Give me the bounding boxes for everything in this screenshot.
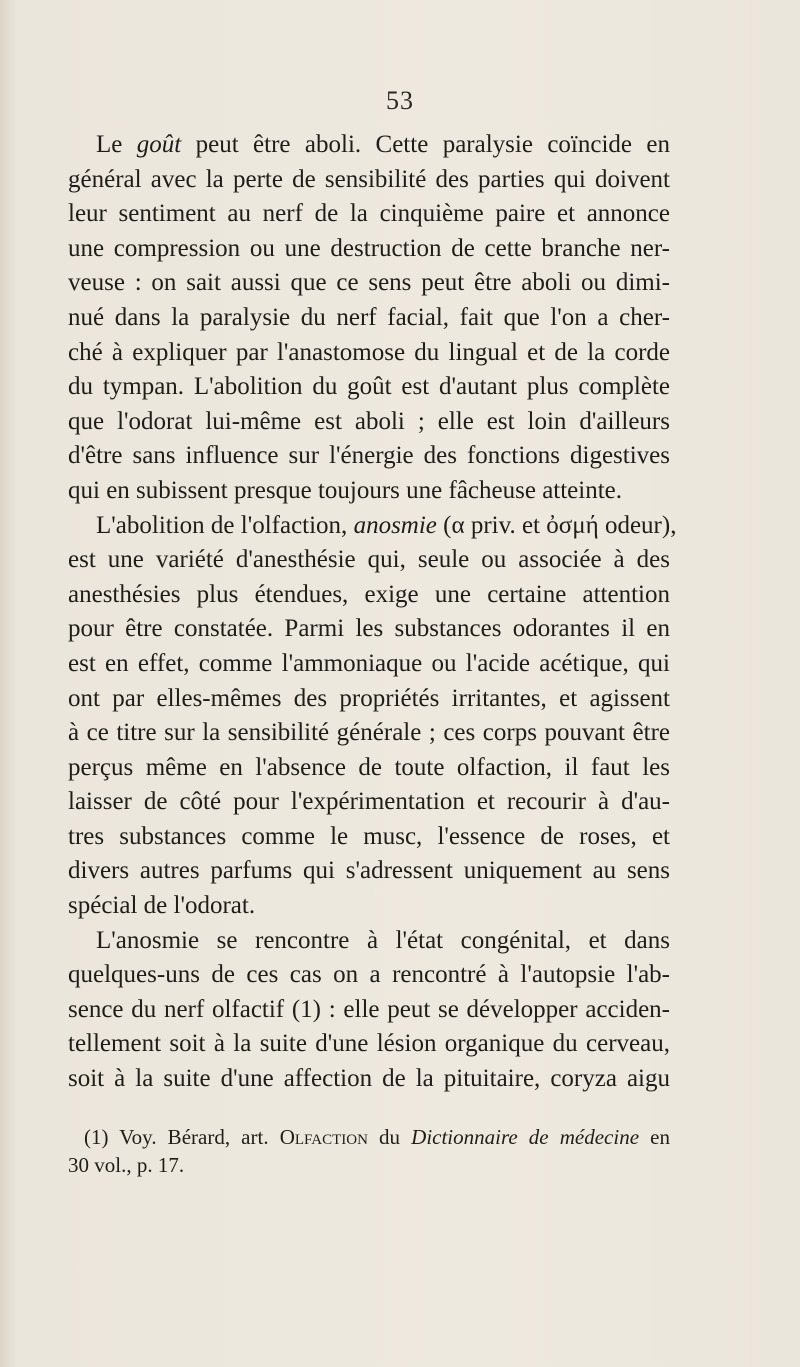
text-line: laisser de côté pour l'expérimentation et recourir à d'au- (68, 788, 670, 816)
text-line: à ce titre sur la sensibilité générale ; ces corps pouvant être (68, 719, 670, 747)
text-line: sence du nerf olfactif (1) : elle peut se développer acciden- (68, 995, 670, 1023)
text-line: que l'odorat lui-même est aboli ; elle est loin d'ailleurs (68, 407, 670, 435)
text-line: ché à expliquer par l'anastomose du lingual et de la corde (68, 338, 670, 366)
text-line: veuse : on sait aussi que ce sens peut être aboli ou dimi- (68, 269, 670, 297)
text-line: qui en subissent presque toujours une fâcheuse atteinte. (68, 476, 623, 504)
text-line: une compression ou une destruction de cette branche ner- (68, 234, 670, 262)
footnote-line: 30 vol., p. 17. (68, 1153, 185, 1177)
text-line: tres substances comme le musc, l'essence de roses, et (68, 822, 670, 850)
text-line: soit à la suite d'une affection de la pituitaire, coryza aigu (68, 1065, 670, 1093)
text-line: est une variété d'anesthésie qui, seule ou associée à des (68, 546, 670, 574)
text-line: d'être sans influence sur l'énergie des fonctions digestives (68, 442, 670, 470)
text-line: du tympan. L'abolition du goût est d'autant plus complète (68, 373, 670, 401)
page-number: 53 (386, 86, 414, 115)
text-line: L'anosmie se rencontre à l'état congénital, et dans (96, 926, 670, 954)
text-line: L'abolition de l'olfaction, anosmie (α priv. et ὀσμή odeur), (96, 511, 677, 539)
text-line: Le goût peut être aboli. Cette paralysie coïncide en (96, 131, 670, 158)
text-line: pour être constatée. Parmi les substances odorantes il en (68, 615, 670, 643)
text-line: perçus même en l'absence de toute olfaction, il faut les (68, 753, 670, 781)
text-line: anesthésies plus étendues, exige une certaine attention (68, 580, 670, 608)
emphasis: goût (136, 131, 182, 158)
text-line: quelques-uns de ces cas on a rencontré à l'autopsie l'ab- (68, 961, 670, 989)
text-line: nué dans la paralysie du nerf facial, fait que l'on a cher- (68, 303, 670, 331)
text-line: général avec la perte de sensibilité des parties qui doivent (68, 165, 670, 193)
body-text (68, 128, 677, 1097)
emphasis: anosmie (353, 511, 437, 539)
footnote-line: (1) Voy. Bérard, art. Olfaction du Dictionnaire de médecine en (84, 1125, 670, 1149)
text-line: est en effet, comme l'ammoniaque ou l'acide acétique, qui (68, 649, 670, 677)
text-line: divers autres parfums qui s'adressent uniquement au sens (68, 857, 670, 885)
text-line: spécial de l'odorat. (68, 892, 256, 920)
text-line: tellement soit à la suite d'une lésion organique du cerveau, (68, 1030, 670, 1058)
footnote (68, 1123, 670, 1179)
footnote-work-title: Dictionnaire de médecine (411, 1125, 640, 1149)
footnote-article-name: Olfaction (279, 1125, 368, 1149)
text-line: leur sentiment au nerf de la cinquième paire et annonce (68, 200, 670, 228)
text-line: ont par elles-mêmes des propriétés irritantes, et agissent (68, 684, 670, 712)
